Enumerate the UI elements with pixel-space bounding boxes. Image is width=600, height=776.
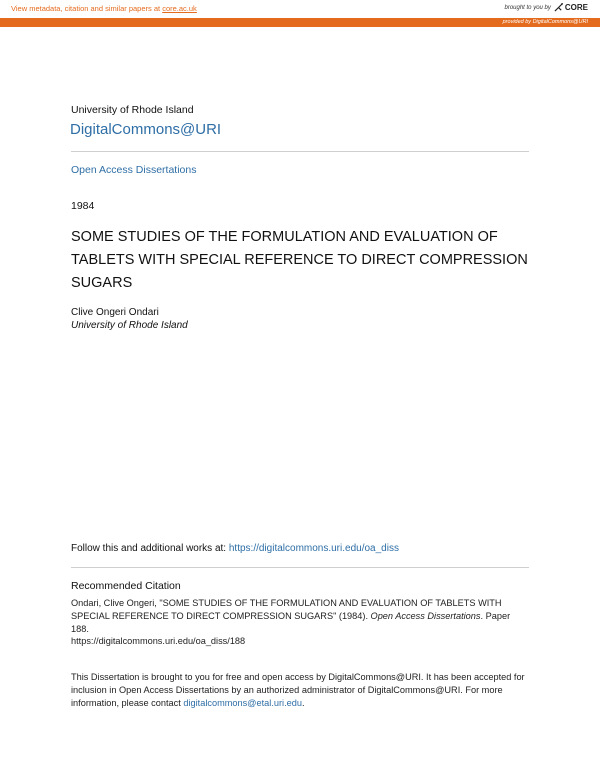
brought-text: brought to you by	[504, 4, 551, 11]
core-link[interactable]: core.ac.uk	[162, 4, 197, 13]
divider	[71, 567, 529, 568]
core-banner	[0, 0, 600, 18]
repository-name[interactable]: DigitalCommons@URI	[70, 121, 222, 138]
citation-main: Ondari, Clive Ongeri, "SOME STUDIES OF THE FORMULATION AND EVALUATION OF TABLETS WITH SPECIAL REFERENCE TO DIRECT COMPRESSION SUGARS" (1984).	[71, 598, 502, 621]
document-title: SOME STUDIES OF THE FORMULATION AND EVALUATION OF TABLETS WITH SPECIAL REFERENCE TO DIRECT COMPRESSION SUGARS	[71, 229, 528, 291]
citation-text	[71, 597, 526, 636]
core-metadata-text: View metadata, citation and similar papers at	[11, 4, 163, 13]
recommended-citation-heading: Recommended Citation	[71, 580, 181, 592]
statement-end: .	[301, 698, 305, 708]
core-provided-bar	[0, 18, 600, 27]
collection-link[interactable]: Open Access Dissertations	[71, 164, 197, 176]
institution-name: University of Rhode Island	[71, 104, 194, 116]
follow-line	[71, 543, 399, 554]
core-logo[interactable]	[554, 3, 588, 12]
citation-paper: . Paper 188.	[71, 611, 511, 634]
provided-by-text: provided by DigitalCommons@URI	[502, 19, 588, 25]
follow-text: Follow this and additional works at:	[71, 543, 229, 554]
statement-text: This Dissertation is brought to you for free and open access by DigitalCommons@URI. It has been accepted for inclusion in Open Access Dissertations by an authorized administrator of DigitalCommons@URI. For more information, please contact	[71, 672, 525, 708]
author-affiliation: University of Rhode Island	[71, 320, 188, 331]
publication-year: 1984	[71, 200, 95, 212]
citation-url: https://digitalcommons.uri.edu/oa_diss/188	[71, 636, 246, 646]
divider	[71, 151, 529, 152]
core-brand-text: CORE	[564, 3, 588, 12]
core-brought-by	[505, 3, 589, 12]
contact-email-link[interactable]: digitalcommons@etal.uri.edu	[183, 698, 302, 708]
citation-series: Open Access Dissertations	[370, 611, 481, 621]
follow-link[interactable]: https://digitalcommons.uri.edu/oa_diss	[228, 543, 399, 554]
core-logo-icon	[554, 3, 563, 12]
core-metadata-line	[11, 4, 197, 13]
access-statement	[71, 671, 531, 710]
author-name: Clive Ongeri Ondari	[71, 307, 159, 318]
